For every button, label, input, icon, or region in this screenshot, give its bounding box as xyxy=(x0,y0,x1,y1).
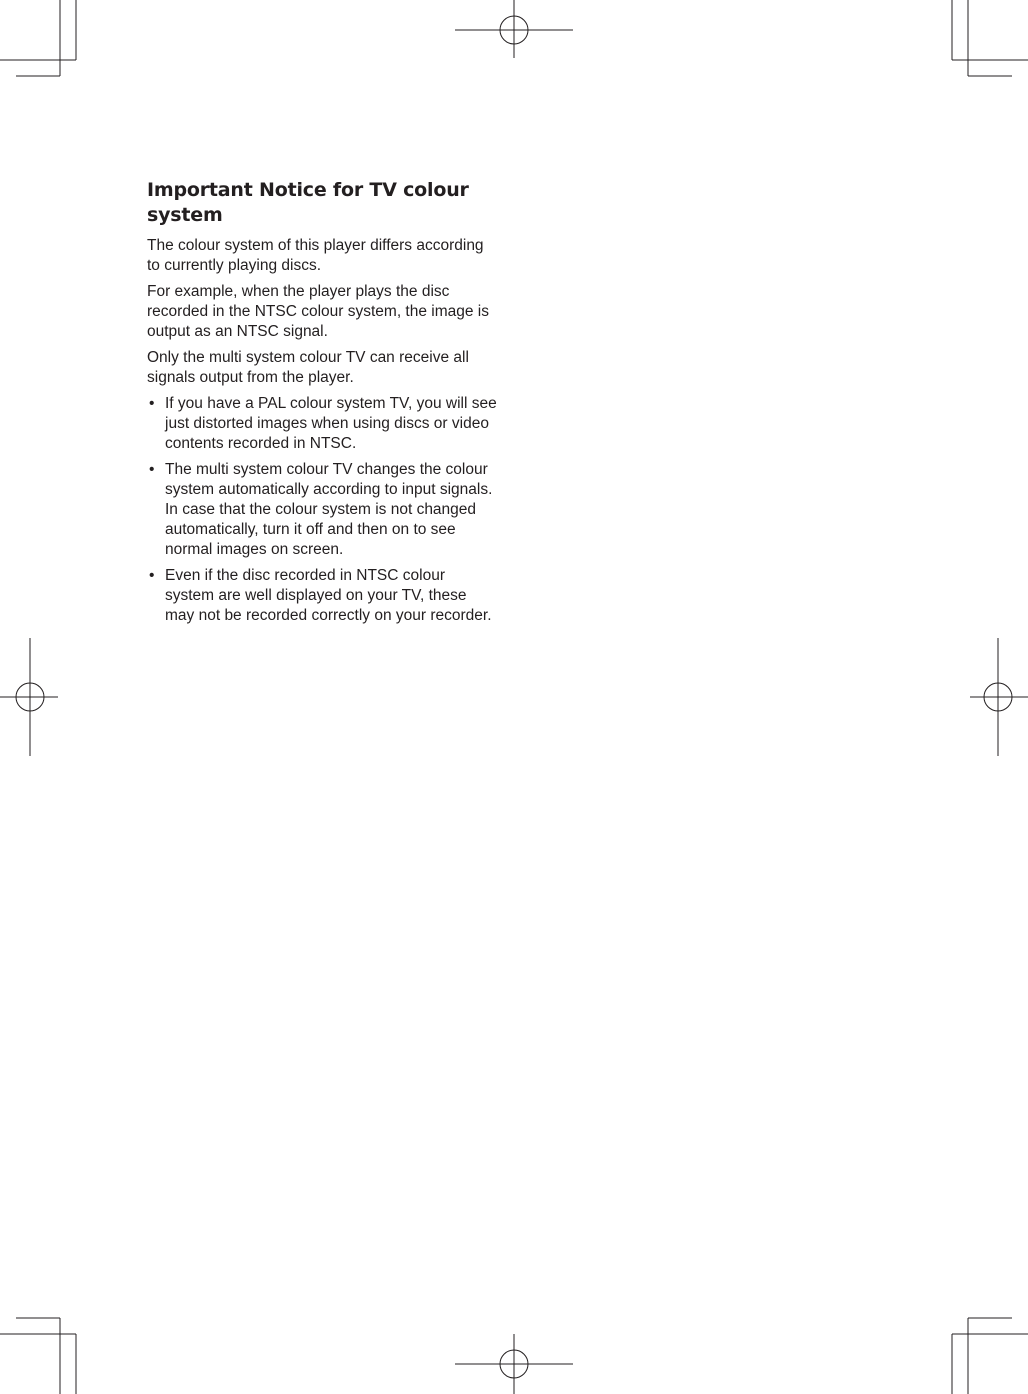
bullet-icon: • xyxy=(149,395,155,412)
crop-mark-top-right xyxy=(952,0,1028,76)
registration-mark-right xyxy=(970,638,1028,756)
crop-mark-top-left xyxy=(0,0,76,76)
bullet-item xyxy=(147,460,497,560)
bullet-icon: • xyxy=(149,567,155,584)
bullet-item xyxy=(147,566,497,626)
bullet-text: The multi system colour TV changes the colour system automatically according to input signals. In case that the colour system is not changed automatically, turn it off and then on to see normal images on screen. xyxy=(165,461,493,558)
paragraph: For example, when the player plays the disc recorded in the NTSC colour system, the image is output as an NTSC signal. xyxy=(147,283,489,340)
bullet-text: If you have a PAL colour system TV, you will see just distorted images when using discs or video contents recorded in NTSC. xyxy=(165,395,497,452)
paragraph: The colour system of this player differs according to currently playing discs. xyxy=(147,237,484,274)
bullet-icon: • xyxy=(149,461,155,478)
registration-mark-bottom xyxy=(455,1334,573,1394)
notice-heading: Important Notice for TV colour system xyxy=(147,179,469,226)
paragraph: Only the multi system colour TV can receive all signals output from the player. xyxy=(147,349,469,386)
registration-mark-left xyxy=(0,638,58,756)
bullet-list xyxy=(147,394,497,626)
bullet-item xyxy=(147,394,497,454)
crop-mark-bottom-left xyxy=(0,1318,76,1394)
crop-mark-bottom-right xyxy=(952,1318,1028,1394)
notice-section xyxy=(147,178,497,632)
bullet-text: Even if the disc recorded in NTSC colour system are well displayed on your TV, these may not be recorded correctly on your recorder. xyxy=(165,567,492,624)
registration-mark-top xyxy=(455,0,573,58)
